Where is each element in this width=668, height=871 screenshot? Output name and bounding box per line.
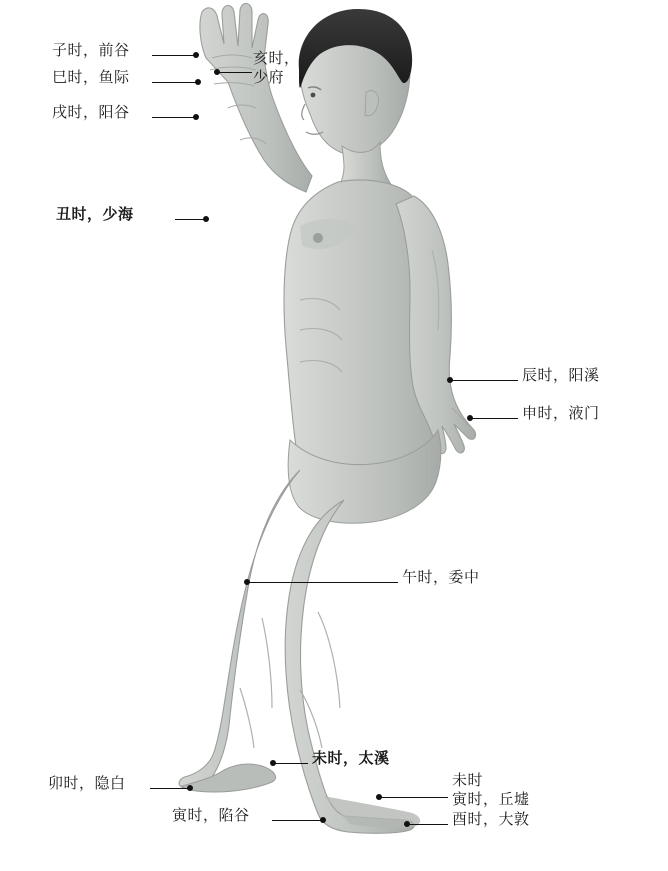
annotation-point-yinshi-qiuxu[interactable] (376, 794, 382, 800)
annotation-leader-yinshi-xiangu (272, 820, 322, 821)
annotation-label-chenshi-yangxi: 辰时，阳溪 (522, 367, 600, 384)
annotation-leader-maoshi-yinbai (150, 788, 188, 789)
annotation-label-haishi-shaofu-line1: 亥时， (253, 50, 300, 67)
annotation-label-zishi-qiangu: 子时，前谷 (52, 42, 130, 59)
head-group (299, 9, 412, 154)
annotation-leader-sishi-yuji (152, 82, 197, 83)
annotation-label-haishi-shaofu (253, 50, 300, 88)
annotation-point-weishi-taixi[interactable] (270, 760, 276, 766)
annotation-label-youshi-dadun: 酉时，大敦 (452, 811, 530, 828)
annotation-point-yinshi-xiangu[interactable] (320, 817, 326, 823)
annotation-label-haishi-shaofu-line2: 少府 (253, 68, 285, 86)
annotation-point-wushi-weizhong[interactable] (244, 579, 250, 585)
annotation-point-haishi-shaofu[interactable] (214, 69, 220, 75)
annotation-label-wushi-weizhong: 午时，委中 (402, 569, 480, 586)
annotation-leader-haishi-shaofu (216, 72, 252, 73)
annotation-leader-yinshi-qiuxu (380, 797, 448, 798)
annotation-label-weishi-taixi: 未时，太溪 (312, 750, 390, 767)
annotation-label-yinshi-qiuxu-line2: 寅时，丘墟 (452, 790, 530, 808)
annotation-label-choushi-shaohai: 丑时，少海 (56, 206, 134, 223)
annotation-label-maoshi-yinbai: 卯时，隐白 (48, 775, 126, 792)
annotation-label-xushi-yanggu: 戌时，阳谷 (52, 104, 130, 121)
annotation-point-sishi-yuji[interactable] (195, 79, 201, 85)
annotation-point-maoshi-yinbai[interactable] (187, 785, 193, 791)
annotation-label-sishi-yuji: 巳时，鱼际 (52, 69, 130, 86)
annotation-point-choushi-shaohai[interactable] (203, 216, 209, 222)
annotation-label-yinshi-qiuxu (452, 772, 530, 810)
annotation-point-shenshi-yemen[interactable] (467, 415, 473, 421)
annotation-leader-youshi-dadun (408, 824, 448, 825)
annotation-label-shenshi-yemen: 申时，液门 (522, 405, 600, 422)
annotation-label-yinshi-xiangu: 寅时，陷谷 (172, 807, 250, 824)
annotation-label-yinshi-qiuxu-line1: 未时 (452, 772, 484, 789)
annotation-point-youshi-dadun[interactable] (404, 821, 410, 827)
annotation-leader-weishi-taixi (274, 763, 308, 764)
annotation-leader-xushi-yanggu (152, 117, 195, 118)
annotation-leader-wushi-weizhong (248, 582, 398, 583)
annotation-point-zishi-qiangu[interactable] (193, 52, 199, 58)
annotation-leader-choushi-shaohai (175, 219, 205, 220)
annotation-leader-zishi-qiangu (152, 55, 195, 56)
annotation-point-chenshi-yangxi[interactable] (447, 377, 453, 383)
annotation-point-xushi-yanggu[interactable] (193, 114, 199, 120)
annotation-leader-shenshi-yemen (472, 418, 518, 419)
annotation-leader-chenshi-yangxi (452, 380, 518, 381)
